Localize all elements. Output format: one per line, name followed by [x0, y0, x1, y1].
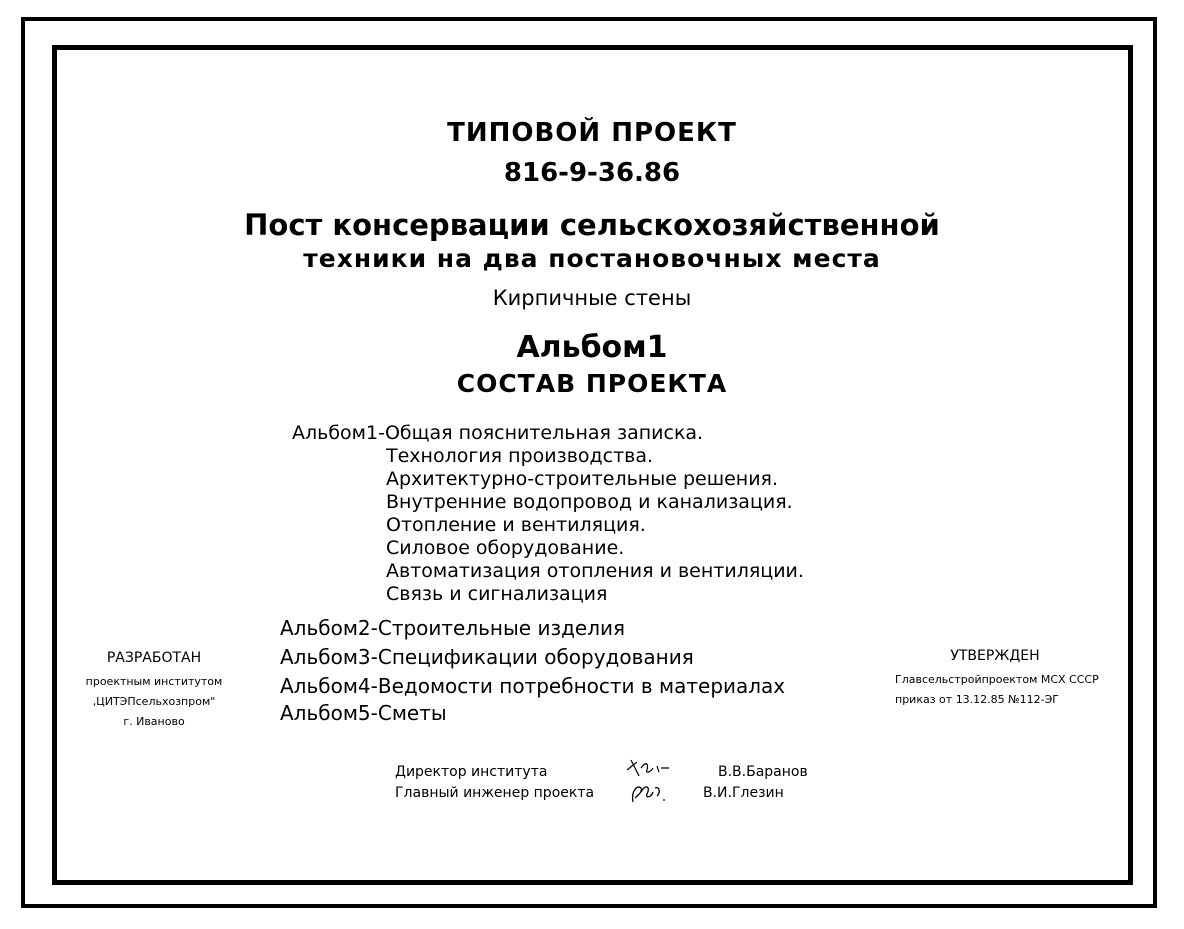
approval-title: УТВЕРЖДЕН	[950, 648, 1040, 664]
album1-item: Связь и сигнализация	[386, 583, 608, 605]
list-item	[292, 422, 703, 444]
album1-item: Автоматизация отопления и вентиляции.	[386, 560, 804, 582]
album-title: Альбом1	[516, 330, 668, 365]
engineer-title: Главный инженер проекта	[395, 785, 595, 801]
director-name: В.В.Баранов	[718, 764, 808, 780]
album-entry: Альбом3-Спецификации оборудования	[280, 645, 694, 669]
developer-block	[54, 650, 254, 732]
document-type: ТИПОВОЙ ПРОЕКТ	[447, 118, 737, 148]
developer-title: РАЗРАБОТАН	[106, 650, 202, 666]
project-name-line1: Пост консервации сельскохозяйственной	[244, 208, 940, 242]
album1-item: Общая пояснительная записка.	[384, 422, 704, 444]
director-title: Директор института	[395, 764, 548, 780]
project-number: 816-9-36.86	[503, 158, 681, 188]
approval-line1: Главсельстройпроектом МСХ СССР	[895, 673, 1099, 686]
album-entry: Альбом2-Строительные изделия	[280, 616, 626, 640]
developer-line1: проектным институтом	[85, 675, 223, 688]
project-name-line2: техники на два постановочных места	[303, 244, 881, 273]
album1-prefix: Альбом1-	[292, 422, 385, 444]
developer-line2: ,ЦИТЭПсельхозпром"	[92, 695, 216, 708]
developer-line3: г. Иваново	[123, 715, 185, 728]
album1-item: Технология производства.	[386, 445, 654, 467]
album-entry: Альбом4-Ведомости потребности в материалах	[280, 674, 786, 698]
engineer-name: В.И.Глезин	[703, 785, 784, 801]
walls-subtitle: Кирпичные стены	[492, 286, 692, 310]
album1-item: Внутренние водопровод и канализация.	[386, 491, 793, 513]
album1-item: Силовое оборудование.	[386, 537, 625, 559]
album1-item: Архитектурно-строительные решения.	[386, 468, 779, 490]
album-entry: Альбом5-Сметы	[280, 701, 447, 725]
approval-line2: приказ от 13.12.85 №112-ЭГ	[895, 693, 1059, 706]
engineer-signature	[627, 778, 671, 808]
composition-title: СОСТАВ ПРОЕКТА	[456, 369, 728, 398]
approval-block	[895, 648, 1120, 710]
album1-item: Отопление и вентиляция.	[386, 514, 646, 536]
